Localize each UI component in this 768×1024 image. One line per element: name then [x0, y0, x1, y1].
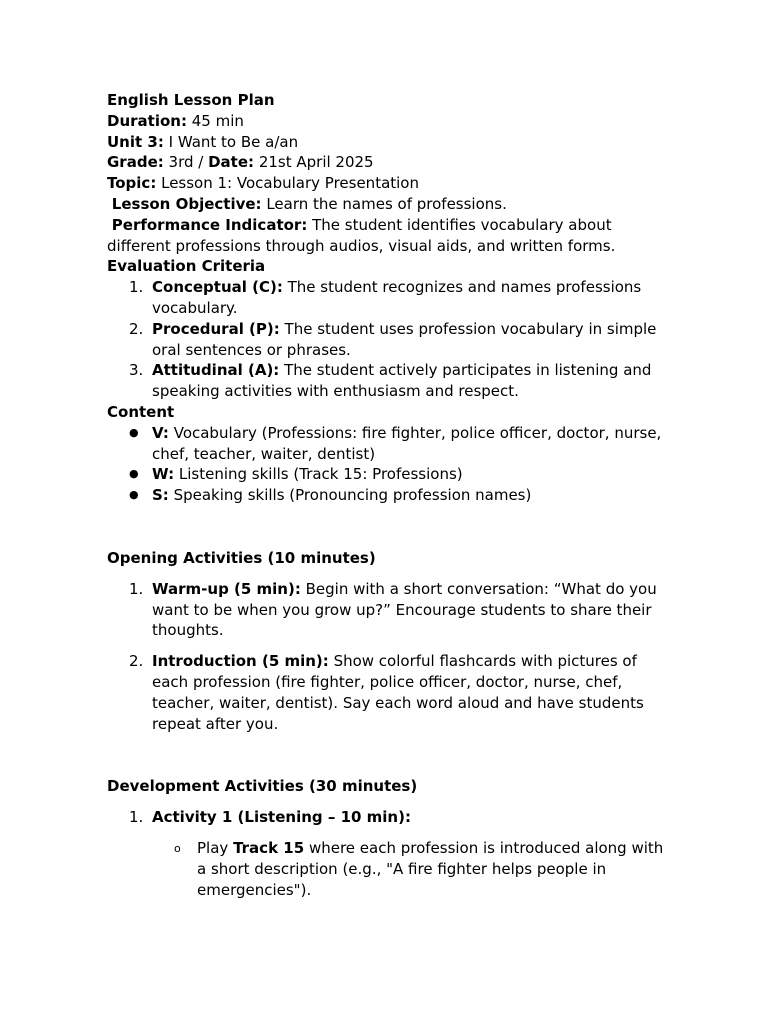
content-list	[107, 423, 667, 506]
indicator-label: Performance Indicator:	[111, 215, 308, 234]
page-title: English Lesson Plan	[107, 91, 275, 109]
content-heading: Content	[107, 402, 175, 421]
objective-line	[107, 194, 667, 215]
list-item: ● S: Speaking skills (Pronouncing profession names)	[129, 486, 532, 505]
bullet-icon: ●	[129, 467, 139, 481]
opening-list	[107, 579, 667, 735]
date-label: Date:	[208, 153, 255, 172]
duration-line	[107, 111, 667, 132]
opening-heading: Opening Activities (10 minutes)	[107, 548, 376, 567]
list-item: 3. Attitudinal (A): The student actively participates in listening and speaking activities with enthusiasm and respect.	[129, 361, 652, 401]
topic-value: Lesson 1: Vocabulary Presentation	[161, 174, 419, 193]
date-value: 21st April 2025	[258, 153, 374, 172]
document-body	[107, 90, 667, 900]
list-item: ● V: Vocabulary (Professions: fire fighter, police officer, doctor, nurse, chef, teacher, waiter, dentist)	[129, 423, 662, 463]
objective-value: Learn the names of professions.	[266, 194, 507, 213]
indicator-line	[107, 215, 667, 257]
bullet-icon: ●	[129, 488, 139, 502]
grade-value: 3rd /	[168, 153, 204, 172]
grade-label: Grade:	[107, 153, 164, 172]
evaluation-list	[107, 277, 667, 402]
topic-label: Topic:	[107, 174, 157, 193]
sub-list-item: o Play Track 15 where each profession is introduced along with a short description (e.g., "A fire fighter helps people in emergencies").	[174, 838, 664, 899]
evaluation-heading: Evaluation Criteria	[107, 257, 266, 276]
grade-date-line	[107, 152, 667, 173]
unit-line	[107, 132, 667, 153]
development-list	[107, 807, 667, 828]
topic-line	[107, 173, 667, 194]
development-heading: Development Activities (30 minutes)	[107, 777, 418, 796]
list-item: ● W: Listening skills (Track 15: Professions)	[129, 465, 463, 484]
unit-label: Unit 3:	[107, 132, 164, 151]
duration-value: 45 min	[191, 111, 244, 130]
list-item: 1. Conceptual (C): The student recognizes and names professions vocabulary.	[129, 278, 642, 317]
objective-label: Lesson Objective:	[111, 194, 262, 213]
circle-bullet-icon: o	[174, 841, 181, 855]
list-item: 2. Procedural (P): The student uses profession vocabulary in simple oral sentences or phrases.	[129, 319, 657, 359]
unit-value: I Want to Be a/an	[168, 132, 299, 151]
list-item: 2. Introduction (5 min): Show colorful flashcards with pictures of each profession (fire fighter, police officer, doctor, nurse, chef, teacher, waiter, dentist). Say each word aloud and have students repeat after you.	[129, 652, 644, 733]
duration-label: Duration:	[107, 111, 187, 130]
bullet-icon: ●	[129, 425, 139, 439]
list-item: 1. Warm-up (5 min): Begin with a short conversation: “What do you want to be when you grow up?” Encourage students to share their thoughts.	[129, 579, 657, 640]
list-item: 1. Activity 1 (Listening – 10 min):	[129, 808, 411, 827]
indicator-value: The student identifies vocabulary about different professions through audios, visual aids, and written forms.	[107, 215, 616, 255]
